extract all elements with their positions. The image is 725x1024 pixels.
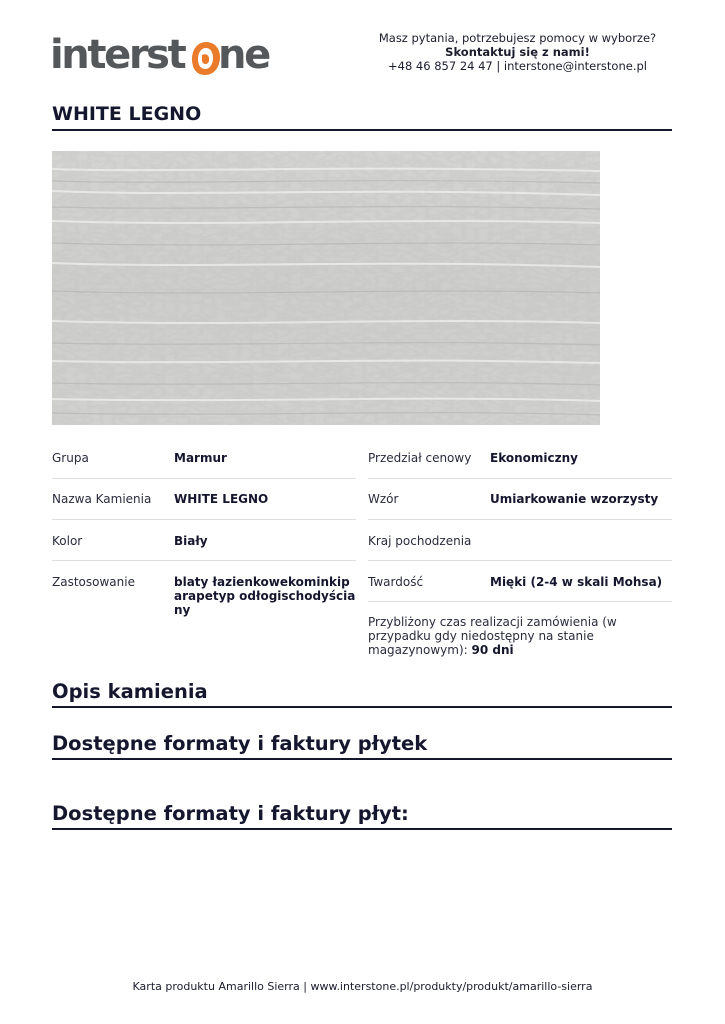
property-label: Przedział cenowy bbox=[368, 451, 472, 465]
property-value: Umiarkowanie wzorzysty bbox=[490, 492, 659, 506]
logo-graphic bbox=[50, 28, 269, 78]
contact-info bbox=[365, 31, 670, 73]
property-label: Zastosowanie bbox=[52, 575, 135, 589]
property-row-name bbox=[52, 479, 356, 520]
contact-question: Masz pytania, potrzebujesz pomocy w wyborze? bbox=[378, 31, 657, 45]
property-label: Grupa bbox=[52, 451, 89, 465]
properties-right bbox=[368, 441, 672, 657]
section-tile-formats-heading: Dostępne formaty i faktury płytek bbox=[52, 732, 428, 755]
property-row-hardness bbox=[368, 561, 672, 602]
property-row-group bbox=[52, 441, 356, 479]
contact-details: +48 46 857 24 47 | interstone@interstone.pl bbox=[388, 59, 647, 73]
lead-time-note bbox=[368, 602, 672, 657]
properties-left bbox=[52, 441, 356, 621]
svg-text:ne: ne bbox=[218, 32, 269, 78]
property-label: Wzór bbox=[368, 492, 399, 506]
section-divider bbox=[52, 828, 672, 830]
svg-text:interst: interst bbox=[50, 32, 185, 78]
property-label: Kolor bbox=[52, 534, 83, 548]
section-description-heading: Opis kamienia bbox=[52, 680, 208, 703]
stone-photo bbox=[52, 151, 600, 425]
property-value: WHITE LEGNO bbox=[174, 492, 269, 506]
property-row-pattern bbox=[368, 479, 672, 520]
property-label: Twardość bbox=[368, 575, 424, 589]
section-slab-formats-heading: Dostępne formaty i faktury płyt: bbox=[52, 802, 409, 825]
property-value: Marmur bbox=[174, 451, 227, 465]
title-divider bbox=[52, 129, 672, 131]
contact-cta: Skontaktuj się z nami! bbox=[445, 45, 590, 59]
property-label: Kraj pochodzenia bbox=[368, 534, 472, 548]
property-row-color bbox=[52, 520, 356, 561]
section-divider bbox=[52, 706, 672, 708]
property-value: Ekonomiczny bbox=[490, 451, 578, 465]
marble-texture bbox=[52, 151, 600, 425]
property-value: blaty łazienkowekominkiparapetyp odłogischodyściany bbox=[174, 575, 356, 617]
lead-time-text: Przybliżony czas realizacji zamówienia (w przypadku gdy niedostępny na stanie magazynowym): bbox=[368, 615, 617, 657]
lead-time-value: 90 dni bbox=[471, 643, 514, 657]
product-title: WHITE LEGNO bbox=[52, 103, 202, 125]
property-row-application bbox=[52, 561, 356, 621]
property-value: Miękі (2-4 w skali Mohsa) bbox=[490, 575, 663, 589]
page-footer: Karta produktu Amarillo Sierra | www.interstone.pl/produkty/produkt/amarillo-sierra bbox=[132, 980, 593, 993]
property-row-price bbox=[368, 441, 672, 479]
section-divider bbox=[52, 758, 672, 760]
interstone-logo bbox=[50, 28, 269, 78]
property-label: Nazwa Kamienia bbox=[52, 492, 152, 506]
property-row-origin bbox=[368, 520, 672, 561]
property-value: Biały bbox=[174, 534, 208, 548]
